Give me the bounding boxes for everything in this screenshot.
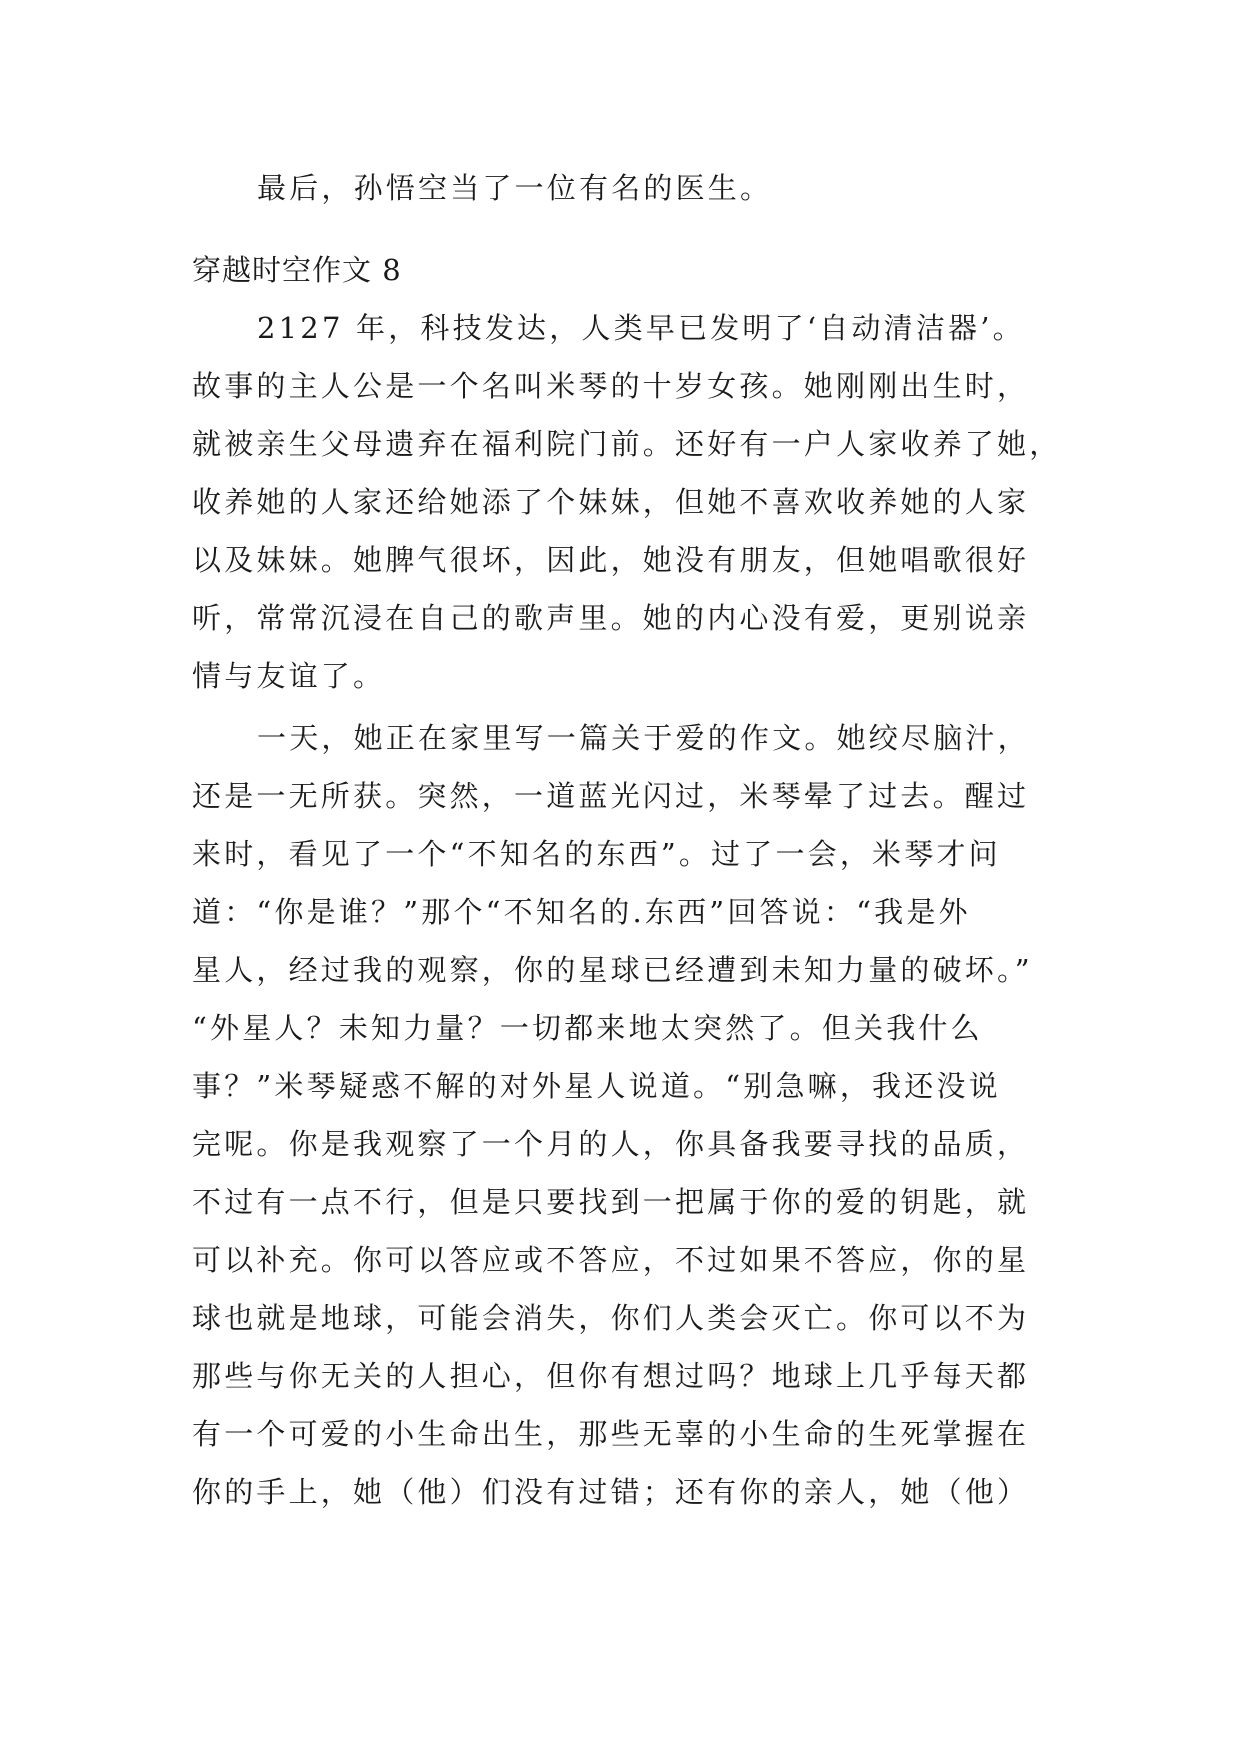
paragraph-line: 不过有一点不行，但是只要找到一把属于你的爱的钥匙，就 bbox=[192, 1185, 1030, 1219]
paragraph-line: 事？”米琴疑惑不解的对外星人说道。“别急嘛，我还没说 bbox=[192, 1069, 1001, 1103]
paragraph-line: 以及妹妹。她脾气很坏，因此，她没有朋友，但她唱歌很好 bbox=[192, 543, 1030, 577]
section-title: 穿越时空作文 8 bbox=[192, 253, 402, 287]
paragraph-line: 2127 年，科技发达，人类早已发明了‘自动清洁器’。 bbox=[257, 311, 1025, 345]
paragraph-line: 一天，她正在家里写一篇关于爱的作文。她绞尽脑汁， bbox=[257, 721, 1030, 755]
paragraph-line: 球也就是地球，可能会消失，你们人类会灭亡。你可以不为 bbox=[192, 1301, 1030, 1335]
paragraph-line: 你的手上，她（他）们没有过错；还有你的亲人，她（他） bbox=[192, 1475, 1030, 1509]
paragraph-line: 听，常常沉浸在自己的歌声里。她的内心没有爱，更别说亲 bbox=[192, 601, 1030, 635]
paragraph-line: 还是一无所获。突然，一道蓝光闪过，米琴晕了过去。醒过 bbox=[192, 779, 1030, 813]
paragraph-line: 来时，看见了一个“不知名的东西”。过了一会，米琴才问 bbox=[192, 837, 1001, 871]
paragraph-line: 道：“你是谁？”那个“不知名的.东西”回答说：“我是外 bbox=[192, 895, 971, 929]
paragraph-line: 收养她的人家还给她添了个妹妹，但她不喜欢收养她的人家 bbox=[192, 485, 1030, 519]
paragraph-line: 可以补充。你可以答应或不答应，不过如果不答应，你的星 bbox=[192, 1243, 1030, 1277]
paragraph-line: 那些与你无关的人担心，但你有想过吗？地球上几乎每天都 bbox=[192, 1359, 1030, 1393]
paragraph-line: 星人，经过我的观察，你的星球已经遭到未知力量的破坏。” bbox=[192, 953, 1033, 987]
paragraph-line: 情与友谊了。 bbox=[192, 659, 386, 693]
paragraph-line: 完呢。你是我观察了一个月的人，你具备我要寻找的品质， bbox=[192, 1127, 1030, 1161]
paragraph-line: “外星人？未知力量？一切都来地太突然了。但关我什么 bbox=[192, 1011, 983, 1045]
paragraph-line: 有一个可爱的小生命出生，那些无辜的小生命的生死掌握在 bbox=[192, 1417, 1030, 1451]
paragraph-line: 故事的主人公是一个名叫米琴的十岁女孩。她刚刚出生时， bbox=[192, 369, 1030, 403]
closing-line: 最后，孙悟空当了一位有名的医生。 bbox=[257, 171, 773, 205]
paragraph-line: 就被亲生父母遗弃在福利院门前。还好有一户人家收养了她， bbox=[192, 427, 1062, 461]
